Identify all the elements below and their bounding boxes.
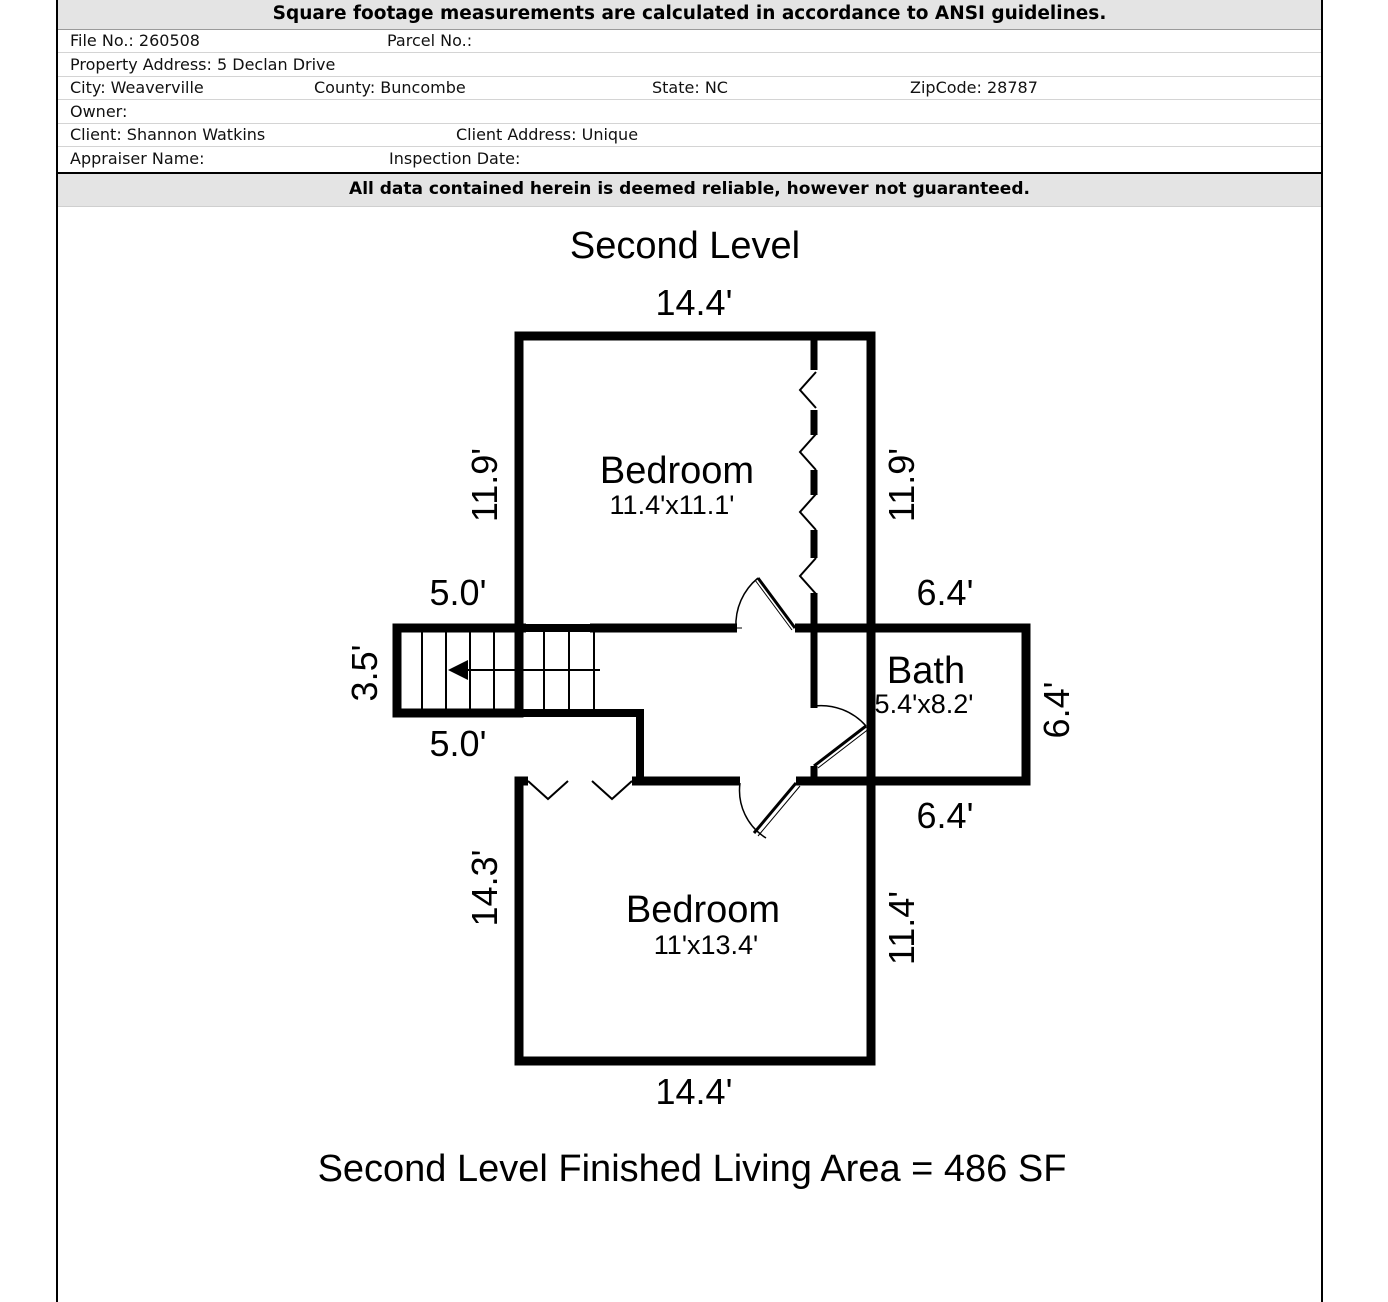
bedroom-upper-size: 11.4'x11.1' [609, 490, 735, 520]
city: City: Weaverville [70, 78, 204, 97]
dim-bath-top-width: 6.4' [916, 572, 974, 613]
dim-upper-left-height: 11.9' [464, 447, 505, 523]
staircase [422, 628, 600, 713]
dim-bottom-width: 14.4' [655, 1071, 733, 1112]
dim-bath-height: 6.4' [1036, 681, 1077, 739]
dim-stair-top-width: 5.0' [429, 572, 487, 613]
zipcode: ZipCode: 28787 [910, 78, 1038, 97]
dim-bath-bottom-width: 6.4' [916, 795, 974, 836]
inspection-date: Inspection Date: [389, 149, 521, 168]
bath-size: 5.4'x8.2' [874, 689, 974, 719]
state: State: NC [652, 78, 728, 97]
hall-left-wall [519, 713, 640, 781]
bedroom-lower-door [740, 783, 800, 838]
bath-label: Bath [886, 650, 966, 692]
parcel-number: Parcel No.: [387, 31, 473, 50]
bifold-closet-doors [528, 372, 816, 799]
bedroom-lower-size: 11'x13.4' [653, 930, 759, 960]
reliability-disclaimer-banner: All data contained herein is deemed reliable, however not guaranteed. [58, 172, 1321, 207]
ansi-notice-banner: Square footage measurements are calculated in accordance to ANSI guidelines. [58, 0, 1321, 30]
living-area-total: Second Level Finished Living Area = 486 SF [317, 1148, 1067, 1190]
bedroom-upper-door [736, 578, 795, 630]
dim-stair-bottom-width: 5.0' [429, 723, 487, 764]
dim-upper-right-height: 11.9' [881, 447, 922, 523]
bedroom-upper-label: Bedroom [599, 450, 755, 492]
owner: Owner: [70, 102, 128, 121]
client-name: Client: Shannon Watkins [70, 125, 266, 144]
property-address: Property Address: 5 Declan Drive [70, 55, 336, 74]
swing-doors [736, 578, 870, 838]
dim-lower-left-height: 14.3' [464, 849, 505, 927]
bath-door [814, 706, 870, 768]
plan-title: Second Level [569, 225, 801, 267]
client-address: Client Address: Unique [456, 125, 639, 144]
dim-stair-height: 3.5' [344, 644, 385, 702]
file-number: File No.: 260508 [70, 31, 200, 50]
appraiser-name: Appraiser Name: [70, 149, 205, 168]
stair-direction-arrow-icon [448, 660, 468, 680]
county: County: Buncombe [314, 78, 466, 97]
dim-top-width: 14.4' [655, 282, 733, 323]
bedroom-lower-label: Bedroom [625, 889, 781, 931]
dim-lower-right-height: 11.4' [881, 890, 922, 966]
